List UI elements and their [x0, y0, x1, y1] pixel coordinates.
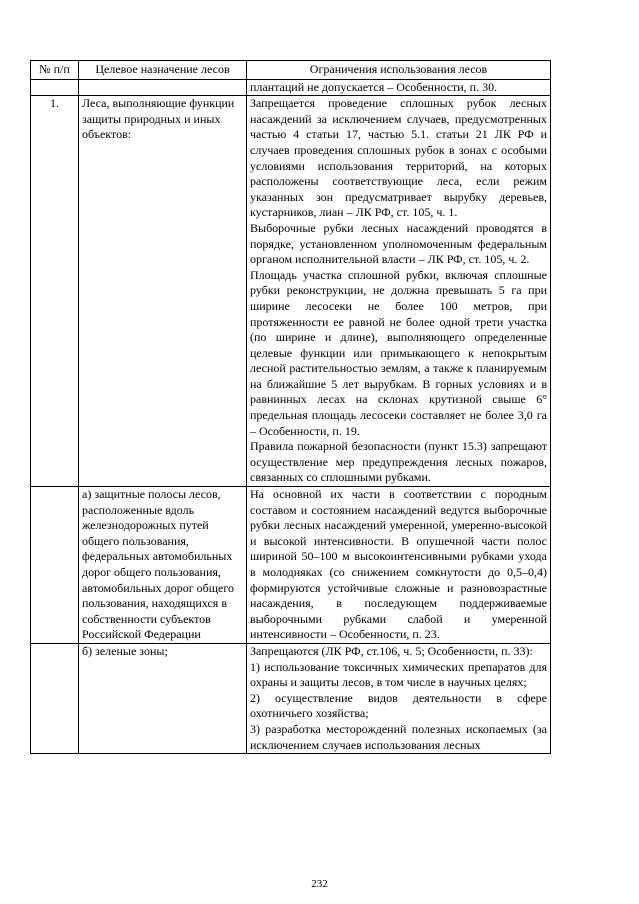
- restriction-paragraph: 1) использование токсичных химических препаратов для охраны и защиты лесов, в том числе в научных целях;: [250, 659, 547, 690]
- row-restrictions: [247, 643, 551, 753]
- row-number: [31, 643, 79, 753]
- continuation-text: плантаций не допускается – Особенности, п. 30.: [247, 79, 551, 96]
- row-restrictions: [247, 487, 551, 644]
- restriction-paragraph: На основной их части в соответствии с породным составом и состоянием насаждений ведутся выборочные рубки лесных насаждений умеренной, умеренно-высокой и высокой интенсивности. В опушечной части полос шириной 50–100 м высокоинтенсивными рубками ухода в молодняках (со снижением сомкнутости до 0,5–0,4) формируются устойчивые сложные и разновозрастные насаждения, в последующем поддерживаемые выборочными рубками слабой и умеренной интенсивности – Особенности, п. 23.: [250, 487, 547, 642]
- restriction-paragraph: Запрещается проведение сплошных рубок лесных насаждений за исключением случаев, предусмотренных частью 4 статьи 17, частью 5.1. статьи 21 ЛК РФ и случаев проведения сплошных рубок в зонах с особыми условиями использования территорий, на которых расположены соответствующие леса, если режим указанных зон предусматривает вырубку деревьев, кустарников, лиан – ЛК РФ, ст. 105, ч. 1.: [250, 96, 547, 220]
- header-restrictions: Ограничения использования лесов: [247, 61, 551, 80]
- row-number: 1.: [31, 96, 79, 487]
- page-number: 232: [311, 878, 328, 890]
- table-row: [31, 643, 551, 753]
- restriction-paragraph: Выборочные рубки лесных насаждений проводятся в порядке, установленном уполномоченным федеральным органом исполнительной власти – ЛК РФ, ст. 105, ч. 2.: [250, 220, 547, 267]
- header-purpose: Целевое назначение лесов: [79, 61, 247, 80]
- restrictions-table: [30, 60, 551, 754]
- restriction-paragraph: Площадь участка сплошной рубки, включая сплошные рубки реконструкции, не должна превышать 5 га при ширине лесосеки не более 100 метров, при протяженности ее равной не более одной трети участка (по ширине и длине), выполняющего определенные целевые функции или примыкающего к непокрытым лесной растительностью землям, а также к планируемым на ближайшие 5 лет вырубкам. В горных условиях и в равнинных лесах на склонах крутизной свыше 6° предельная площадь лесосеки составляет не более 3,0 га – Особенности, п. 19.: [250, 267, 547, 438]
- table-header-row: [31, 61, 551, 80]
- continuation-row: [31, 79, 551, 96]
- row-purpose: б) зеленые зоны;: [79, 643, 247, 753]
- row-purpose: а) защитные полосы лесов, расположенные вдоль железнодорожных путей общего пользования, федеральных автомобильных дорог общего пользования, автомобильных дорог общего пользования, находящихся в собственности субъектов Российской Федерации: [79, 487, 247, 644]
- restriction-paragraph: Правила пожарной безопасности (пункт 15.3) запрещают осуществление мер предупреждения лесных пожаров, связанных со сплошными рубками.: [250, 439, 547, 485]
- restriction-paragraph: Запрещаются (ЛК РФ, ст.106, ч. 5; Особенности, п. 33):: [250, 643, 533, 658]
- header-num: № п/п: [31, 61, 79, 80]
- continuation-num: [31, 79, 79, 96]
- continuation-purpose: [79, 79, 247, 96]
- table-row: [31, 487, 551, 644]
- restriction-paragraph: 3) разработка месторождений полезных ископаемых (за исключением случаев использования лесных: [250, 721, 547, 752]
- row-purpose: Леса, выполняющие функции защиты природных и иных объектов:: [79, 96, 247, 487]
- restriction-paragraph: 2) осуществление видов деятельности в сфере охотничьего хозяйства;: [250, 690, 547, 721]
- row-restrictions: [247, 96, 551, 487]
- row-number: [31, 487, 79, 644]
- table-row: [31, 96, 551, 487]
